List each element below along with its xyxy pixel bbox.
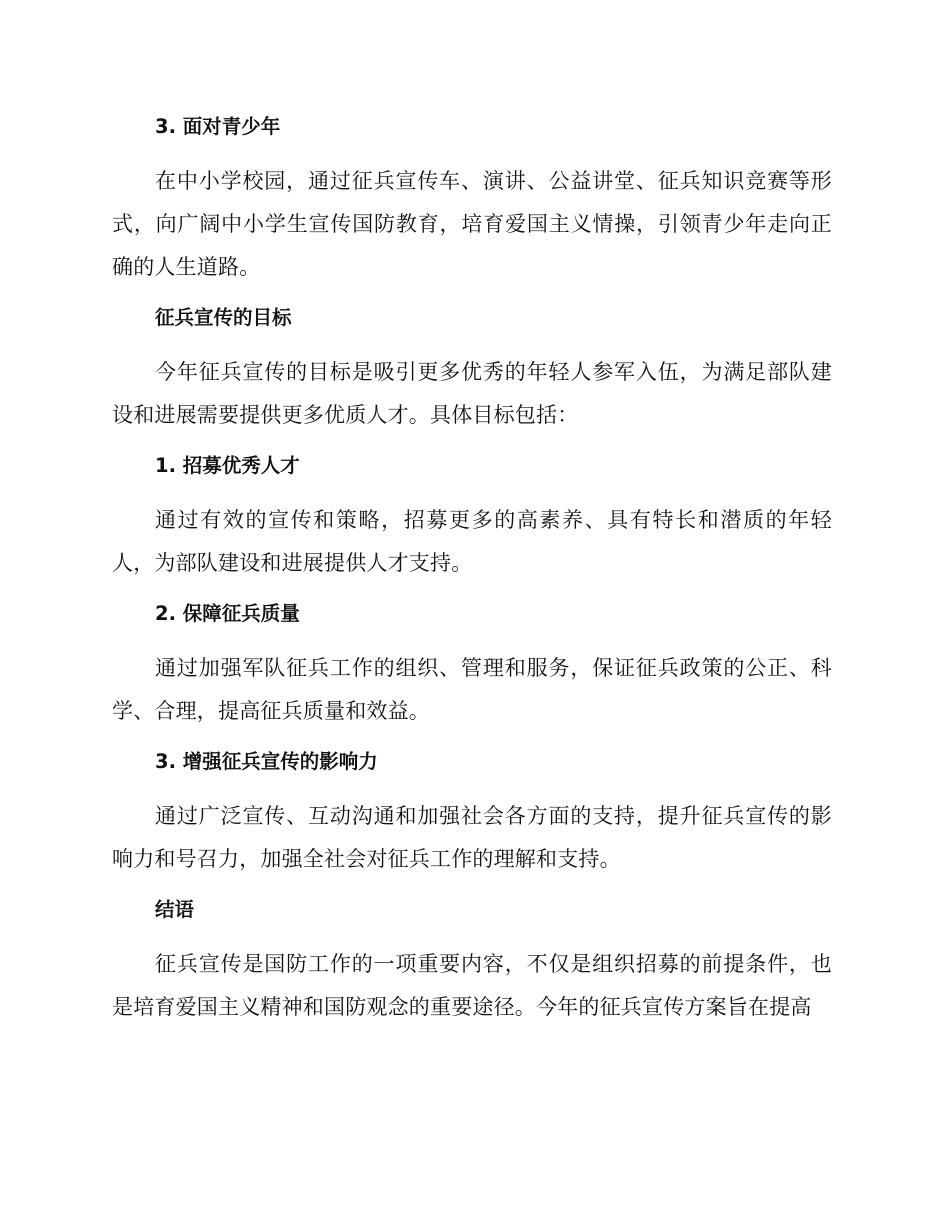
section-heading-youth: 3. 面对青少年: [155, 115, 281, 138]
section-paragraph-quality: 通过加强军队征兵工作的组织、管理和服务，保证征兵政策的公正、科学、合理，提高征兵质量和效益。: [112, 656, 832, 723]
section-heading-influence: 3. 增强征兵宣传的影响力: [155, 750, 378, 773]
section-paragraph-youth: 在中小学校园，通过征兵宣传车、演讲、公益讲堂、征兵知识竞赛等形式，向广阔中小学生宣传国防教育，培育爱国主义情操，引领青少年走向正确的人生道路。: [112, 169, 832, 279]
section-heading-quality: 2. 保障征兵质量: [155, 602, 300, 625]
section-paragraph-goals: 今年征兵宣传的目标是吸引更多优秀的年轻人参军入伍，为满足部队建设和进展需要提供更多优质人才。具体目标包括：: [112, 360, 832, 427]
document-body: [112, 110, 832, 1029]
section-heading-recruit-talent: 1. 招募优秀人才: [155, 454, 300, 477]
section-paragraph-recruit-talent: 通过有效的宣传和策略，招募更多的高素养、具有特长和潜质的年轻人，为部队建设和进展提供人才支持。: [112, 508, 832, 575]
section-heading-conclusion: 结语: [155, 898, 195, 921]
section-paragraph-conclusion: 征兵宣传是国防工作的一项重要内容，不仅是组织招募的前提条件，也是培育爱国主义精神和国防观念的重要途径。今年的征兵宣传方案旨在提高: [112, 952, 832, 1019]
section-paragraph-influence: 通过广泛宣传、互动沟通和加强社会各方面的支持，提升征兵宣传的影响力和号召力，加强全社会对征兵工作的理解和支持。: [112, 804, 832, 871]
section-heading-goals: 征兵宣传的目标: [155, 306, 292, 329]
